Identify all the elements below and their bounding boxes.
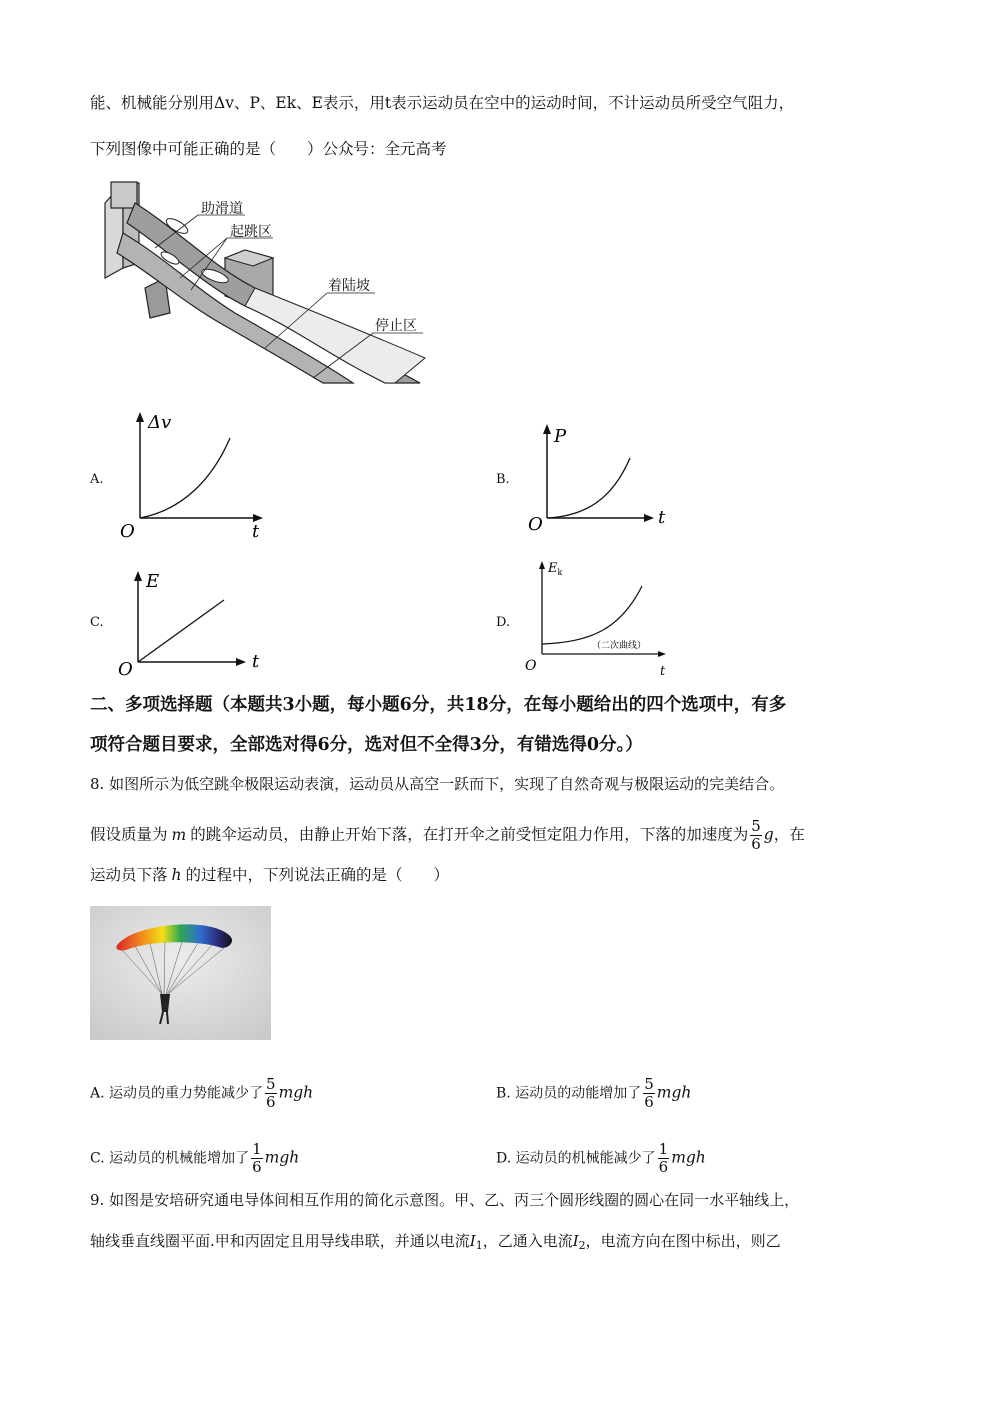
option-b-origin: O [528, 514, 543, 535]
option-d-letter[interactable]: D. [496, 615, 511, 630]
option-d-xlabel: t [660, 664, 666, 679]
option-d-graph[interactable] [520, 558, 675, 683]
q7-watermark-text: 公众号：全元高考 [322, 140, 447, 158]
option-a-letter[interactable]: A. [90, 472, 104, 487]
q7-line-2 [90, 138, 447, 160]
q7-question-prompt: 下列图像中可能正确的是（ ） [90, 140, 323, 158]
option-b-graph[interactable] [520, 420, 680, 535]
label-stop-zone: 停止区 [375, 318, 417, 334]
option-a-graph[interactable] [112, 410, 272, 545]
option-a-xlabel: t [252, 521, 260, 542]
option-a-origin: O [120, 521, 135, 542]
ski-jump-diagram [95, 178, 430, 388]
option-c-graph[interactable] [112, 565, 272, 680]
option-c-letter[interactable]: C. [90, 615, 104, 630]
q8-option-c[interactable]: C. 运动员的机械能增加了 $\frac{1}{6}$ mgh [90, 1140, 300, 1176]
option-d-origin: O [525, 658, 537, 674]
label-takeoff-zone: 起跳区 [230, 224, 272, 240]
option-d-note: （二次曲线） [592, 641, 647, 651]
label-landing-slope: 着陆坡 [328, 278, 370, 294]
q9-line-1: 9. 如图是安培研究通电导体间相互作用的简化示意图。甲、乙、丙三个圆形线圈的圆心在同一水平轴线上， [90, 1191, 800, 1209]
option-c-origin: O [118, 659, 133, 680]
option-b-letter[interactable]: B. [496, 472, 510, 487]
option-c-xlabel: t [252, 651, 260, 672]
option-b-xlabel: t [658, 507, 666, 528]
q8-option-b[interactable]: B. 运动员的动能增加了 $\frac{5}{6}$ mgh [496, 1075, 692, 1111]
q8-line-3: 运动员下落 h 的过程中，下列说法正确的是（ ） [90, 866, 450, 884]
option-b-ylabel: P [554, 426, 567, 447]
q8-acceleration-fraction: $\frac{5}{6}$ [751, 817, 761, 853]
section-2-line-1: 二、多项选择题（本题共3小题，每小题6分，共18分，在每小题给出的四个选项中，有多 [90, 695, 787, 715]
q8-option-d[interactable]: D. 运动员的机械能减少了 $\frac{1}{6}$ mgh [496, 1140, 706, 1176]
section-2-line-2: 项符合题目要求，全部选对得6分，选对但不全得3分，有错选得0分。） [90, 735, 643, 755]
option-d-ylabel: $E_k$ [548, 561, 563, 577]
q8-line-2: 假设质量为 m 的跳伞运动员，由静止开始下落，在打开伞之前受恒定阻力作用，下落的加速度为 $\frac{5}{6}$ g，在 [90, 817, 805, 853]
q9-line-2: 轴线垂直线圈平面.甲和丙固定且用导线串联，并通以电流$I_1$，乙通入电流$I_2$，电流方向在图中标出，则乙 [90, 1232, 781, 1252]
q7-line-1: 能、机械能分别用Δv、P、Ek、E表示，用t表示运动员在空中的运动时间，不计运动员所受空气阻力， [90, 94, 795, 112]
parachute-photo [90, 906, 271, 1040]
option-c-ylabel: E [146, 571, 160, 592]
option-a-ylabel: Δv [148, 412, 172, 433]
q8-line-1: 8. 如图所示为低空跳伞极限运动表演，运动员从高空一跃而下，实现了自然奇观与极限运动的完美结合。 [90, 775, 785, 793]
q8-option-a[interactable]: A. 运动员的重力势能减少了 $\frac{5}{6}$ mgh [90, 1075, 314, 1111]
label-approach-ramp: 助滑道 [201, 201, 243, 217]
